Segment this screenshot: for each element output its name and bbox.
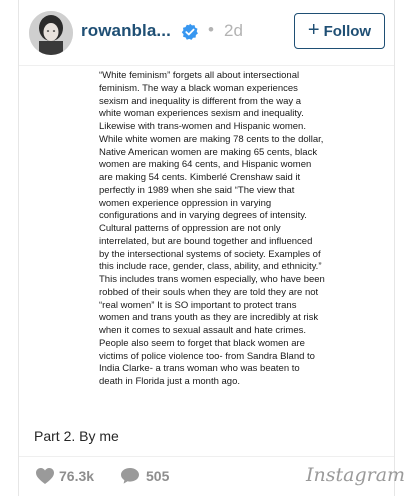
- verified-badge-icon: [181, 23, 199, 41]
- post-caption: Part 2. By me: [34, 428, 119, 444]
- follow-label: Follow: [323, 22, 372, 40]
- post-image[interactable]: [19, 67, 394, 419]
- post-timestamp[interactable]: 2d: [224, 21, 243, 40]
- avatar[interactable]: [29, 11, 73, 55]
- follow-button[interactable]: [294, 13, 385, 49]
- post-card: [18, 0, 406, 496]
- avatar-image: [29, 11, 73, 55]
- like-count: 76.3k: [59, 468, 95, 484]
- plus-icon: +: [307, 19, 320, 41]
- post-header: [19, 0, 394, 66]
- username[interactable]: rowanbla...: [81, 21, 171, 40]
- comment-count: 505: [146, 468, 170, 484]
- separator-dot: •: [208, 20, 214, 39]
- post-footer: [19, 456, 406, 496]
- comment-bubble-icon[interactable]: [120, 467, 140, 485]
- essay-text: “White feminism” forgets all about intersectional feminism. The way a black woman experiences sexism and inequality is different from the way a white woman experiences sexism and inequality. Likewise with trans-women and Hispanic women. While white women are making 78 cents to the dollar, Native American women are making 65 cents, black women are making 64 cents, and Hispanic women are making 54 cents. Kimberlé Crenshaw said it perfectly in 1989 when she said “The view that women experience oppression in varying configurations and in varying degrees of intensity. Cultural patterns of oppression are not only interrelated, but are bound together and influenced by the intersectional systems of society. Examples of this include race, gender, class, ability, and ethnicity.” This includes trans women especially, who have been robbed of their souls when they are told they are not “real women” It is SO important to protect trans women and trans youth as they are incredibly at risk when it comes to sexual assault and hate crimes. People also seem to forget that black women are victims of police violence too- from Sandra Bland to India Clarke- a trans woman who was beaten to death in Florida just a month ago.: [99, 70, 325, 387]
- heart-icon[interactable]: [35, 467, 55, 485]
- instagram-logo[interactable]: Instagram: [306, 464, 406, 486]
